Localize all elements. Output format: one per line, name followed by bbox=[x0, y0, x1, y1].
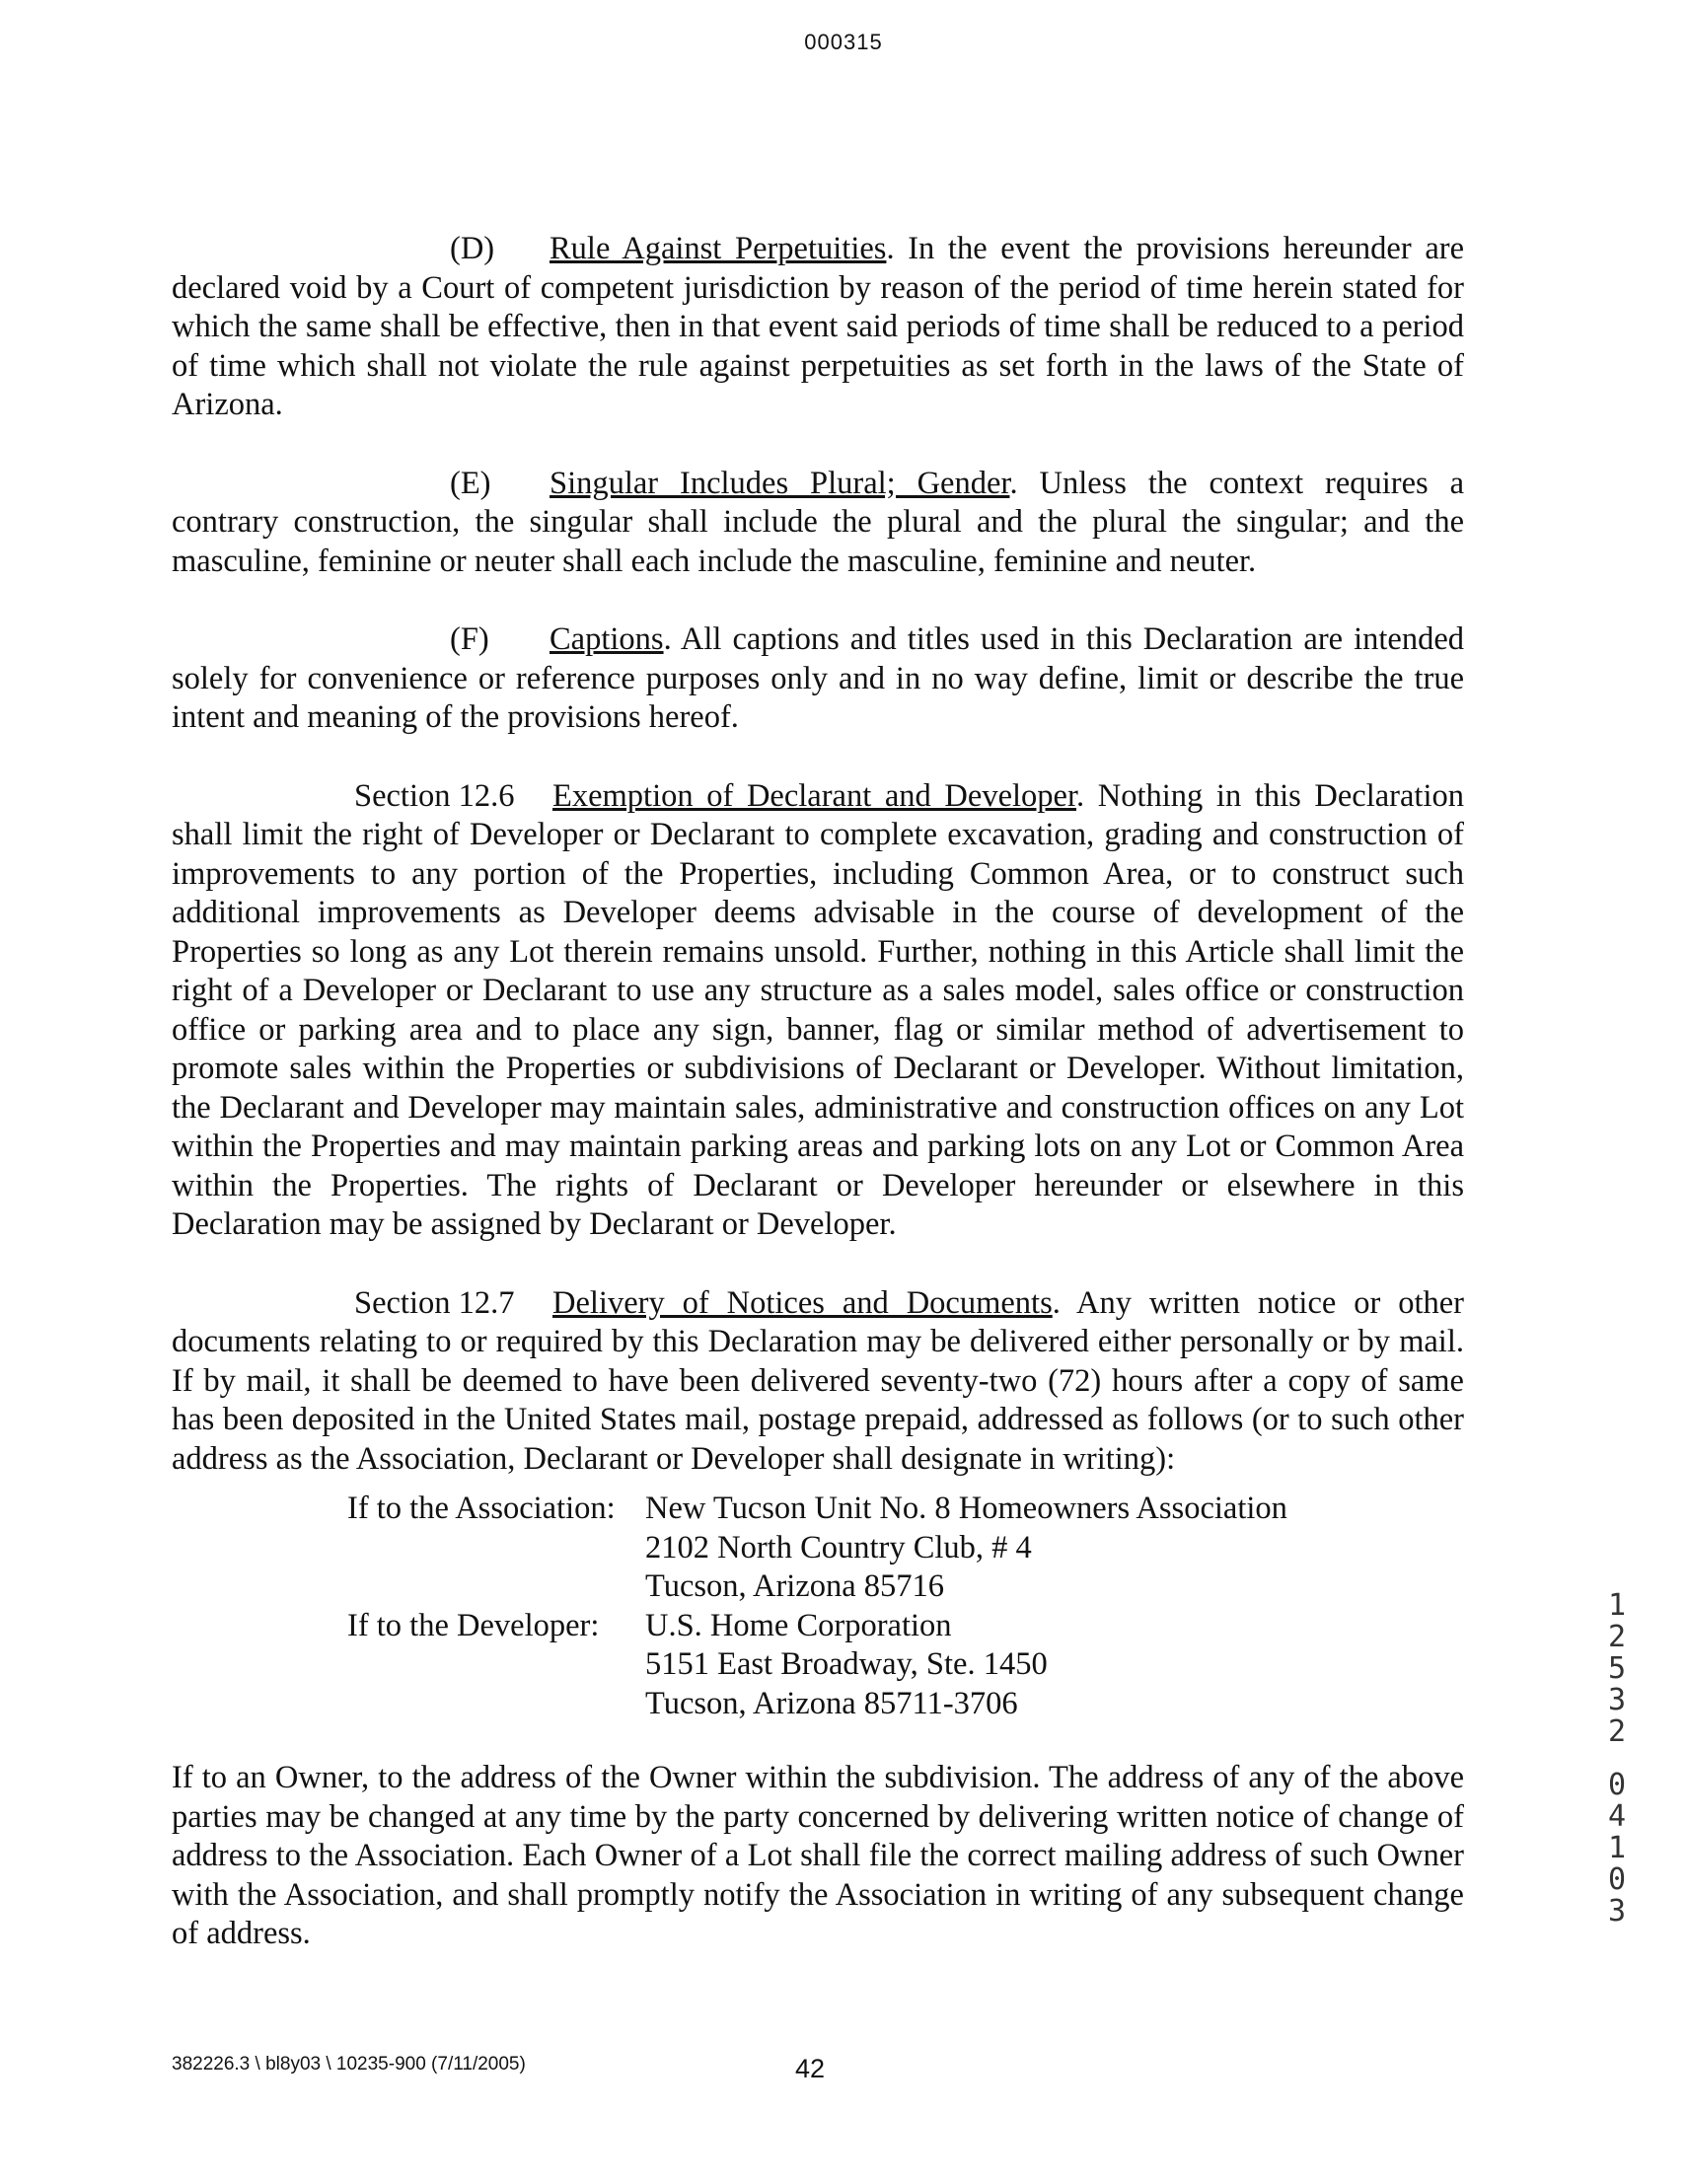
footer-document-reference: 382226.3 \ bl8y03 \ 10235-900 (7/11/2005) bbox=[172, 2054, 526, 2075]
paragraph-title: Singular Includes Plural; Gender bbox=[550, 465, 1010, 501]
owner-notice bbox=[172, 1759, 1464, 1954]
address-row bbox=[347, 1490, 1287, 1529]
stamp-digit: 0 bbox=[1607, 1768, 1627, 1802]
stamp-digit: 2 bbox=[1607, 1714, 1627, 1749]
address-row bbox=[347, 1567, 1287, 1607]
section-title: Delivery of Notices and Documents bbox=[552, 1284, 1053, 1321]
section-title: Exemption of Declarant and Developer bbox=[552, 777, 1076, 814]
address-row bbox=[347, 1529, 1287, 1568]
stamp-digit: 0 bbox=[1607, 1862, 1627, 1897]
paragraph-text: . Unless the context requires a contrary construction, the singular shall include the plural and the plural the singular; and the masculine, feminine or neuter shall each include the masculine, feminine and neuter. bbox=[172, 465, 1465, 579]
stamp-digit: 3 bbox=[1607, 1683, 1627, 1717]
paragraph-title: Captions bbox=[550, 621, 664, 657]
paragraph-e bbox=[172, 465, 1464, 582]
stamp-digit: 5 bbox=[1607, 1651, 1627, 1686]
section-text: . Nothing in this Declaration shall limit the right of Developer or Declarant to complete excavation, grading and construction of improvements to any portion of the Properties, including Common Area, or to construct such additional improvements as Developer deems advisable in the course of development of the Properties so long as any Lot therein remains unsold. Further, nothing in this Article shall limit the right of a Developer or Declarant to use any structure as a sales model, sales office or construction office or parking area and to place any sign, banner, flag or similar method of advertisement to promote sales within the Properties or subdivisions of Declarant or Developer. Without limitation, the Declarant and Developer may maintain sales, administrative and construction offices on any Lot within the Properties and may maintain parking areas and parking lots on any Lot or Common Area within the Properties. The rights of Declarant or Developer hereunder or elsewhere in this Declaration may be assigned by Declarant or Developer. bbox=[172, 777, 1464, 1242]
owner-paragraph: If to an Owner, to the address of the Owner within the subdivision. The address of any of the above parties may be changed at any time by the party concerned by delivering written notice of change of address to the Association. Each Owner of a Lot shall file the correct mailing address of such Owner with the Association, and shall promptly notify the Association in writing of any subsequent change of address. bbox=[172, 1760, 1464, 1951]
stamp-digit: 1 bbox=[1607, 1588, 1627, 1623]
paragraph-text: . All captions and titles used in this Declaration are intended solely for convenience or reference purposes only and in no way define, limit or describe the true intent and meaning of the provisions hereof. bbox=[172, 621, 1464, 735]
side-stamp-number bbox=[1604, 1590, 1630, 1928]
section-label: Section 12.6 bbox=[354, 777, 515, 814]
paragraph-label: (D) bbox=[450, 231, 495, 266]
paragraph-title: Rule Against Perpetuities bbox=[550, 231, 887, 266]
paragraph-text: . In the event the provisions hereunder are declared void by a Court of competent jurisdiction by reason of the period of time herein stated for which the same shall be effective, then in that event said periods of time shall be reduced to a period of time which shall not violate the rule against perpetuities as set forth in the laws of the State of Arizona. bbox=[172, 231, 1464, 422]
paragraph-label: (E) bbox=[450, 465, 491, 501]
developer-label: If to the Developer: bbox=[347, 1607, 600, 1643]
developer-street: 5151 East Broadway, Ste. 1450 bbox=[645, 1646, 1048, 1682]
address-table bbox=[347, 1490, 1287, 1723]
document-number: 000315 bbox=[804, 30, 883, 54]
association-street: 2102 North Country Club, # 4 bbox=[645, 1529, 1032, 1565]
association-name: New Tucson Unit No. 8 Homeowners Association bbox=[645, 1491, 1287, 1526]
paragraph-d bbox=[172, 230, 1464, 425]
association-city: Tucson, Arizona 85716 bbox=[645, 1568, 945, 1604]
section-12-7 bbox=[172, 1284, 1464, 1480]
developer-name: U.S. Home Corporation bbox=[645, 1607, 952, 1643]
stamp-digit: 3 bbox=[1607, 1894, 1627, 1929]
stamp-digit: 1 bbox=[1607, 1831, 1627, 1865]
paragraph-f bbox=[172, 620, 1464, 738]
address-row bbox=[347, 1645, 1287, 1685]
address-row bbox=[347, 1607, 1287, 1646]
section-12-6 bbox=[172, 777, 1464, 1245]
section-label: Section 12.7 bbox=[354, 1284, 515, 1321]
section-text: . Any written notice or other documents relating to or required by this Declaration may be delivered either personally or by mail. If by mail, it shall be deemed to have been delivered seventy-two (72) hours after a copy of same has been deposited in the United States mail, postage prepaid, addressed as follows (or to such other address as the Association, Declarant or Developer shall designate in writing): bbox=[172, 1284, 1464, 1477]
stamp-digit: 4 bbox=[1607, 1799, 1627, 1834]
body-text bbox=[172, 230, 1464, 1479]
paragraph-label: (F) bbox=[450, 621, 489, 657]
address-row bbox=[347, 1685, 1287, 1724]
developer-city: Tucson, Arizona 85711-3706 bbox=[645, 1685, 1018, 1721]
association-label: If to the Association: bbox=[347, 1491, 616, 1526]
stamp-digit: 2 bbox=[1607, 1620, 1627, 1654]
footer-page-number: 42 bbox=[795, 2054, 826, 2083]
